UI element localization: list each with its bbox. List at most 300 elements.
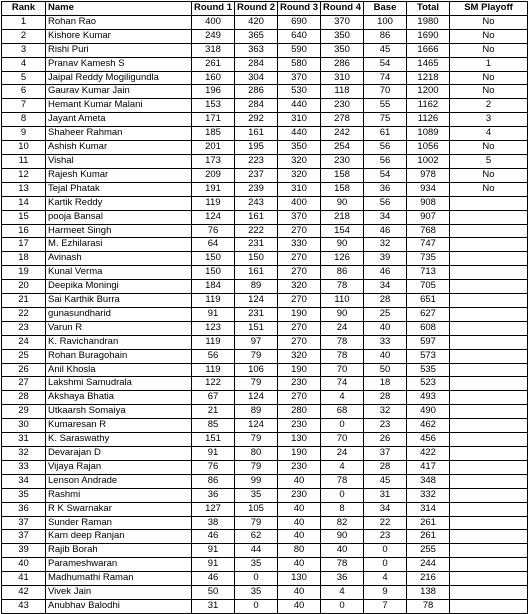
cell-rank: 11 xyxy=(2,154,46,168)
cell-round-3: 40 xyxy=(278,516,321,530)
cell-round-2: 124 xyxy=(235,391,278,405)
cell-rank: 41 xyxy=(2,572,46,586)
cell-round-3: 370 xyxy=(278,71,321,85)
cell-round-1: 261 xyxy=(192,57,235,71)
cell-round-1: 151 xyxy=(192,433,235,447)
table-row xyxy=(2,321,528,335)
table-row xyxy=(2,447,528,461)
cell-round-1: 56 xyxy=(192,349,235,363)
cell-round-4: 8 xyxy=(321,502,364,516)
cell-round-1: 119 xyxy=(192,196,235,210)
table-row xyxy=(2,405,528,419)
cell-base: 0 xyxy=(364,558,407,572)
table-row xyxy=(2,460,528,474)
cell-sm-playoff: 5 xyxy=(450,154,528,168)
header-round-1: Round 1 xyxy=(192,2,235,16)
table-row xyxy=(2,252,528,266)
cell-round-4: 350 xyxy=(321,29,364,43)
cell-round-3: 230 xyxy=(278,377,321,391)
cell-name: Anil Khosla xyxy=(46,363,192,377)
cell-name: Harmeet Singh xyxy=(46,224,192,238)
cell-round-2: 97 xyxy=(235,335,278,349)
cell-base: 18 xyxy=(364,377,407,391)
cell-total: 244 xyxy=(407,558,450,572)
header-round-4: Round 4 xyxy=(321,2,364,16)
cell-base: 50 xyxy=(364,363,407,377)
header-name: Name xyxy=(46,2,192,16)
cell-round-2: 161 xyxy=(235,210,278,224)
cell-sm-playoff xyxy=(450,196,528,210)
table-row xyxy=(2,516,528,530)
cell-round-3: 640 xyxy=(278,29,321,43)
cell-round-3: 40 xyxy=(278,530,321,544)
cell-round-3: 580 xyxy=(278,57,321,71)
cell-name: Vijaya Rajan xyxy=(46,460,192,474)
cell-total: 1002 xyxy=(407,154,450,168)
cell-round-3: 310 xyxy=(278,182,321,196)
cell-round-3: 190 xyxy=(278,307,321,321)
cell-round-3: 40 xyxy=(278,502,321,516)
cell-sm-playoff xyxy=(450,460,528,474)
cell-sm-playoff xyxy=(450,558,528,572)
cell-rank: 26 xyxy=(2,363,46,377)
cell-round-1: 46 xyxy=(192,530,235,544)
table-row xyxy=(2,141,528,155)
cell-name: gunasundharid xyxy=(46,307,192,321)
cell-rank: 35 xyxy=(2,488,46,502)
results-table xyxy=(1,1,528,614)
table-row xyxy=(2,280,528,294)
cell-rank: 2 xyxy=(2,29,46,43)
cell-rank: 4 xyxy=(2,57,46,71)
cell-round-2: 79 xyxy=(235,433,278,447)
cell-name: Rajesh Kumar xyxy=(46,168,192,182)
cell-round-4: 78 xyxy=(321,474,364,488)
cell-name: Avinash xyxy=(46,252,192,266)
table-row xyxy=(2,558,528,572)
cell-base: 86 xyxy=(364,29,407,43)
cell-round-1: 91 xyxy=(192,447,235,461)
cell-total: 651 xyxy=(407,294,450,308)
cell-total: 735 xyxy=(407,252,450,266)
cell-round-3: 320 xyxy=(278,168,321,182)
cell-round-2: 231 xyxy=(235,238,278,252)
cell-round-3: 270 xyxy=(278,391,321,405)
cell-round-2: 363 xyxy=(235,43,278,57)
cell-total: 490 xyxy=(407,405,450,419)
cell-rank: 20 xyxy=(2,280,46,294)
cell-round-4: 278 xyxy=(321,113,364,127)
table-row xyxy=(2,307,528,321)
cell-round-2: 44 xyxy=(235,544,278,558)
table-row xyxy=(2,15,528,29)
cell-total: 493 xyxy=(407,391,450,405)
cell-rank: 32 xyxy=(2,447,46,461)
cell-rank: 22 xyxy=(2,307,46,321)
cell-sm-playoff xyxy=(450,363,528,377)
cell-rank: 19 xyxy=(2,266,46,280)
cell-round-3: 530 xyxy=(278,85,321,99)
cell-base: 75 xyxy=(364,113,407,127)
cell-round-1: 196 xyxy=(192,85,235,99)
table-row xyxy=(2,349,528,363)
cell-round-4: 230 xyxy=(321,99,364,113)
table-row xyxy=(2,182,528,196)
cell-round-2: 124 xyxy=(235,294,278,308)
cell-round-4: 4 xyxy=(321,460,364,474)
cell-base: 40 xyxy=(364,321,407,335)
cell-round-2: 237 xyxy=(235,168,278,182)
cell-sm-playoff xyxy=(450,419,528,433)
table-row xyxy=(2,502,528,516)
cell-round-4: 82 xyxy=(321,516,364,530)
cell-base: 56 xyxy=(364,141,407,155)
cell-sm-playoff xyxy=(450,530,528,544)
cell-base: 23 xyxy=(364,530,407,544)
table-row xyxy=(2,29,528,43)
table-row xyxy=(2,294,528,308)
cell-sm-playoff: No xyxy=(450,168,528,182)
cell-round-2: 161 xyxy=(235,266,278,280)
cell-rank: 13 xyxy=(2,182,46,196)
cell-round-1: 124 xyxy=(192,210,235,224)
cell-round-1: 64 xyxy=(192,238,235,252)
cell-name: Kishore Kumar xyxy=(46,29,192,43)
header-round-2: Round 2 xyxy=(235,2,278,16)
cell-name: Deepika Moningi xyxy=(46,280,192,294)
cell-base: 22 xyxy=(364,516,407,530)
cell-name: Kumaresan R xyxy=(46,419,192,433)
cell-base: 32 xyxy=(364,405,407,419)
cell-round-2: 151 xyxy=(235,321,278,335)
cell-round-3: 40 xyxy=(278,599,321,613)
header-sm-playoff: SM Playoff xyxy=(450,2,528,16)
cell-round-1: 184 xyxy=(192,280,235,294)
cell-name: Devarajan D xyxy=(46,447,192,461)
cell-total: 1980 xyxy=(407,15,450,29)
cell-name: K. Saraswathy xyxy=(46,433,192,447)
cell-round-1: 31 xyxy=(192,599,235,613)
cell-round-1: 249 xyxy=(192,29,235,43)
cell-rank: 29 xyxy=(2,405,46,419)
cell-sm-playoff xyxy=(450,572,528,586)
cell-round-2: 99 xyxy=(235,474,278,488)
cell-name: Pranav Kamesh S xyxy=(46,57,192,71)
table-row xyxy=(2,433,528,447)
cell-round-2: 286 xyxy=(235,85,278,99)
cell-base: 46 xyxy=(364,266,407,280)
cell-round-4: 86 xyxy=(321,266,364,280)
cell-round-1: 76 xyxy=(192,224,235,238)
cell-base: 28 xyxy=(364,391,407,405)
cell-base: 31 xyxy=(364,488,407,502)
cell-round-3: 190 xyxy=(278,447,321,461)
cell-round-4: 0 xyxy=(321,488,364,502)
cell-total: 1162 xyxy=(407,99,450,113)
cell-total: 1666 xyxy=(407,43,450,57)
cell-round-3: 270 xyxy=(278,252,321,266)
cell-sm-playoff xyxy=(450,488,528,502)
cell-name: Hemant Kumar Malani xyxy=(46,99,192,113)
cell-round-3: 310 xyxy=(278,113,321,127)
cell-round-3: 280 xyxy=(278,405,321,419)
header-round-3: Round 3 xyxy=(278,2,321,16)
table-row xyxy=(2,488,528,502)
header-total: Total xyxy=(407,2,450,16)
cell-rank: 36 xyxy=(2,502,46,516)
cell-round-2: 79 xyxy=(235,516,278,530)
cell-round-2: 35 xyxy=(235,586,278,600)
cell-round-2: 161 xyxy=(235,127,278,141)
cell-base: 26 xyxy=(364,433,407,447)
cell-round-1: 119 xyxy=(192,335,235,349)
cell-round-3: 590 xyxy=(278,43,321,57)
cell-round-2: 222 xyxy=(235,224,278,238)
cell-name: pooja Bansal xyxy=(46,210,192,224)
cell-round-3: 130 xyxy=(278,572,321,586)
cell-round-2: 79 xyxy=(235,460,278,474)
cell-base: 56 xyxy=(364,154,407,168)
cell-base: 7 xyxy=(364,599,407,613)
cell-base: 28 xyxy=(364,294,407,308)
table-row xyxy=(2,530,528,544)
cell-name: Rohan Rao xyxy=(46,15,192,29)
cell-round-4: 230 xyxy=(321,154,364,168)
cell-base: 56 xyxy=(364,196,407,210)
cell-round-1: 50 xyxy=(192,586,235,600)
cell-round-4: 40 xyxy=(321,544,364,558)
table-row xyxy=(2,335,528,349)
cell-total: 627 xyxy=(407,307,450,321)
cell-round-2: 284 xyxy=(235,99,278,113)
cell-round-1: 209 xyxy=(192,168,235,182)
cell-sm-playoff xyxy=(450,586,528,600)
cell-round-2: 35 xyxy=(235,488,278,502)
cell-sm-playoff xyxy=(450,294,528,308)
table-row xyxy=(2,113,528,127)
cell-round-1: 91 xyxy=(192,307,235,321)
cell-name: Parameshwaran xyxy=(46,558,192,572)
cell-sm-playoff xyxy=(450,266,528,280)
cell-rank: 15 xyxy=(2,210,46,224)
table-row xyxy=(2,544,528,558)
cell-round-1: 150 xyxy=(192,252,235,266)
cell-total: 216 xyxy=(407,572,450,586)
cell-sm-playoff xyxy=(450,224,528,238)
cell-round-1: 85 xyxy=(192,419,235,433)
cell-round-3: 440 xyxy=(278,99,321,113)
cell-sm-playoff: No xyxy=(450,43,528,57)
cell-total: 422 xyxy=(407,447,450,461)
cell-round-1: 91 xyxy=(192,558,235,572)
cell-round-1: 185 xyxy=(192,127,235,141)
cell-round-1: 171 xyxy=(192,113,235,127)
cell-round-2: 80 xyxy=(235,447,278,461)
cell-total: 978 xyxy=(407,168,450,182)
cell-total: 608 xyxy=(407,321,450,335)
cell-round-1: 91 xyxy=(192,544,235,558)
cell-base: 36 xyxy=(364,182,407,196)
cell-total: 1056 xyxy=(407,141,450,155)
cell-rank: 39 xyxy=(2,544,46,558)
cell-round-4: 286 xyxy=(321,57,364,71)
cell-sm-playoff xyxy=(450,335,528,349)
cell-round-4: 78 xyxy=(321,280,364,294)
cell-round-2: 420 xyxy=(235,15,278,29)
cell-round-2: 284 xyxy=(235,57,278,71)
cell-sm-playoff xyxy=(450,349,528,363)
cell-total: 1200 xyxy=(407,85,450,99)
cell-round-3: 270 xyxy=(278,224,321,238)
cell-name: Jaipal Reddy Mogiligundla xyxy=(46,71,192,85)
cell-round-1: 400 xyxy=(192,15,235,29)
cell-sm-playoff xyxy=(450,321,528,335)
table-row xyxy=(2,377,528,391)
cell-total: 907 xyxy=(407,210,450,224)
cell-base: 55 xyxy=(364,99,407,113)
cell-sm-playoff xyxy=(450,502,528,516)
cell-round-3: 190 xyxy=(278,363,321,377)
cell-sm-playoff xyxy=(450,307,528,321)
cell-rank: 31 xyxy=(2,433,46,447)
cell-sm-playoff xyxy=(450,474,528,488)
cell-sm-playoff xyxy=(450,433,528,447)
cell-rank: 7 xyxy=(2,99,46,113)
cell-base: 4 xyxy=(364,572,407,586)
cell-round-1: 318 xyxy=(192,43,235,57)
cell-round-3: 270 xyxy=(278,335,321,349)
cell-round-2: 365 xyxy=(235,29,278,43)
cell-rank: 42 xyxy=(2,586,46,600)
cell-total: 597 xyxy=(407,335,450,349)
cell-round-2: 106 xyxy=(235,363,278,377)
cell-sm-playoff: 1 xyxy=(450,57,528,71)
cell-base: 46 xyxy=(364,224,407,238)
cell-round-4: 126 xyxy=(321,252,364,266)
cell-name: Lenson Andrade xyxy=(46,474,192,488)
cell-round-2: 124 xyxy=(235,419,278,433)
cell-name: K. Ravichandran xyxy=(46,335,192,349)
cell-name: Madhumathi Raman xyxy=(46,572,192,586)
cell-total: 1218 xyxy=(407,71,450,85)
cell-total: 523 xyxy=(407,377,450,391)
cell-base: 33 xyxy=(364,335,407,349)
cell-rank: 3 xyxy=(2,43,46,57)
cell-name: Rohan Buragohain xyxy=(46,349,192,363)
cell-round-2: 79 xyxy=(235,377,278,391)
cell-name: Gaurav Kumar Jain xyxy=(46,85,192,99)
cell-round-4: 74 xyxy=(321,377,364,391)
cell-rank: 8 xyxy=(2,113,46,127)
cell-round-3: 230 xyxy=(278,460,321,474)
cell-total: 314 xyxy=(407,502,450,516)
cell-rank: 1 xyxy=(2,15,46,29)
cell-round-2: 35 xyxy=(235,558,278,572)
cell-base: 23 xyxy=(364,419,407,433)
cell-round-3: 690 xyxy=(278,15,321,29)
table-row xyxy=(2,57,528,71)
cell-sm-playoff: 2 xyxy=(450,99,528,113)
cell-sm-playoff xyxy=(450,447,528,461)
cell-name: Jayant Ameta xyxy=(46,113,192,127)
cell-name: Anubhav Balodhi xyxy=(46,599,192,613)
cell-base: 40 xyxy=(364,349,407,363)
cell-sm-playoff: No xyxy=(450,15,528,29)
cell-rank: 30 xyxy=(2,419,46,433)
header-rank: Rank xyxy=(2,2,46,16)
cell-round-3: 40 xyxy=(278,474,321,488)
cell-round-4: 70 xyxy=(321,363,364,377)
table-row xyxy=(2,224,528,238)
cell-round-4: 0 xyxy=(321,419,364,433)
cell-round-2: 0 xyxy=(235,572,278,586)
cell-sm-playoff: 3 xyxy=(450,113,528,127)
cell-round-2: 150 xyxy=(235,252,278,266)
cell-name: Tejal Phatak xyxy=(46,182,192,196)
cell-rank: 24 xyxy=(2,335,46,349)
table-row xyxy=(2,168,528,182)
table-row xyxy=(2,196,528,210)
cell-round-1: 201 xyxy=(192,141,235,155)
cell-name: M. Ezhilarasi xyxy=(46,238,192,252)
cell-total: 138 xyxy=(407,586,450,600)
cell-round-2: 0 xyxy=(235,599,278,613)
cell-rank: 37 xyxy=(2,530,46,544)
table-row xyxy=(2,238,528,252)
cell-sm-playoff: 4 xyxy=(450,127,528,141)
cell-round-1: 160 xyxy=(192,71,235,85)
cell-name: Vivek Jain xyxy=(46,586,192,600)
cell-round-4: 36 xyxy=(321,572,364,586)
cell-round-4: 158 xyxy=(321,168,364,182)
cell-rank: 43 xyxy=(2,599,46,613)
cell-base: 70 xyxy=(364,85,407,99)
cell-round-1: 38 xyxy=(192,516,235,530)
cell-rank: 17 xyxy=(2,238,46,252)
cell-name: R K Swarnakar xyxy=(46,502,192,516)
cell-rank: 10 xyxy=(2,141,46,155)
cell-sm-playoff: No xyxy=(450,85,528,99)
cell-round-2: 304 xyxy=(235,71,278,85)
cell-rank: 5 xyxy=(2,71,46,85)
cell-sm-playoff xyxy=(450,210,528,224)
table-row xyxy=(2,391,528,405)
cell-name: Rishi Puri xyxy=(46,43,192,57)
cell-round-1: 173 xyxy=(192,154,235,168)
cell-total: 535 xyxy=(407,363,450,377)
cell-round-2: 292 xyxy=(235,113,278,127)
cell-name: Kunal Verma xyxy=(46,266,192,280)
cell-round-4: 254 xyxy=(321,141,364,155)
cell-round-1: 150 xyxy=(192,266,235,280)
table-row xyxy=(2,419,528,433)
cell-round-3: 230 xyxy=(278,488,321,502)
cell-base: 32 xyxy=(364,238,407,252)
table-row xyxy=(2,127,528,141)
cell-round-1: 46 xyxy=(192,572,235,586)
cell-sm-playoff xyxy=(450,238,528,252)
cell-sm-playoff: No xyxy=(450,141,528,155)
cell-round-3: 80 xyxy=(278,544,321,558)
cell-round-4: 0 xyxy=(321,599,364,613)
cell-base: 34 xyxy=(364,280,407,294)
cell-round-4: 90 xyxy=(321,530,364,544)
cell-round-3: 130 xyxy=(278,433,321,447)
cell-round-4: 310 xyxy=(321,71,364,85)
cell-base: 74 xyxy=(364,71,407,85)
cell-rank: 12 xyxy=(2,168,46,182)
cell-rank: 21 xyxy=(2,294,46,308)
